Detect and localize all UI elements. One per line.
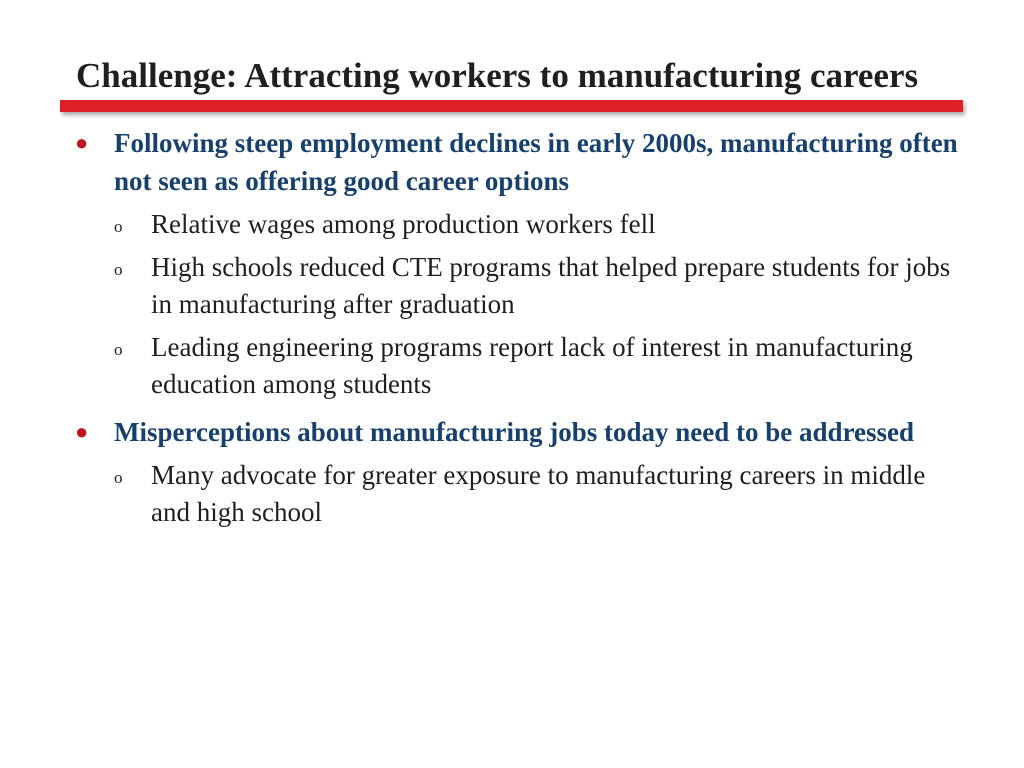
sub-bullet-text: Relative wages among production workers fell xyxy=(151,209,656,239)
slide-content xyxy=(0,124,1024,531)
sub-bullet-marker-icon: o xyxy=(114,260,123,279)
bullet-item xyxy=(0,413,1024,451)
bullet-text: Misperceptions about manufacturing jobs today need to be addressed xyxy=(114,417,915,447)
sub-bullet-item xyxy=(0,249,1024,323)
title-divider xyxy=(60,100,963,112)
bullet-dot-icon: ● xyxy=(75,130,89,155)
bullet-text: Following steep employment declines in early 2000s, manufacturing often not seen as offering good career options xyxy=(114,128,958,196)
bullet-dot-icon: ● xyxy=(75,419,89,444)
sub-bullet-text: Leading engineering programs report lack of interest in manufacturing education among students xyxy=(151,332,913,399)
sub-bullet-marker-icon: o xyxy=(114,217,123,236)
sub-bullet-item xyxy=(0,457,1024,531)
slide-title: Challenge: Attracting workers to manufacturing careers xyxy=(76,56,919,95)
sub-bullet-marker-icon: o xyxy=(114,468,123,487)
sub-bullet-text: High schools reduced CTE programs that helped prepare students for jobs in manufacturing after graduation xyxy=(151,252,951,319)
sub-bullet-item xyxy=(0,329,1024,403)
sub-bullet-item xyxy=(0,206,1024,243)
sub-bullet-text: Many advocate for greater exposure to manufacturing careers in middle and high school xyxy=(151,460,926,527)
bullet-item xyxy=(0,124,1024,200)
sub-bullet-marker-icon: o xyxy=(114,340,123,359)
